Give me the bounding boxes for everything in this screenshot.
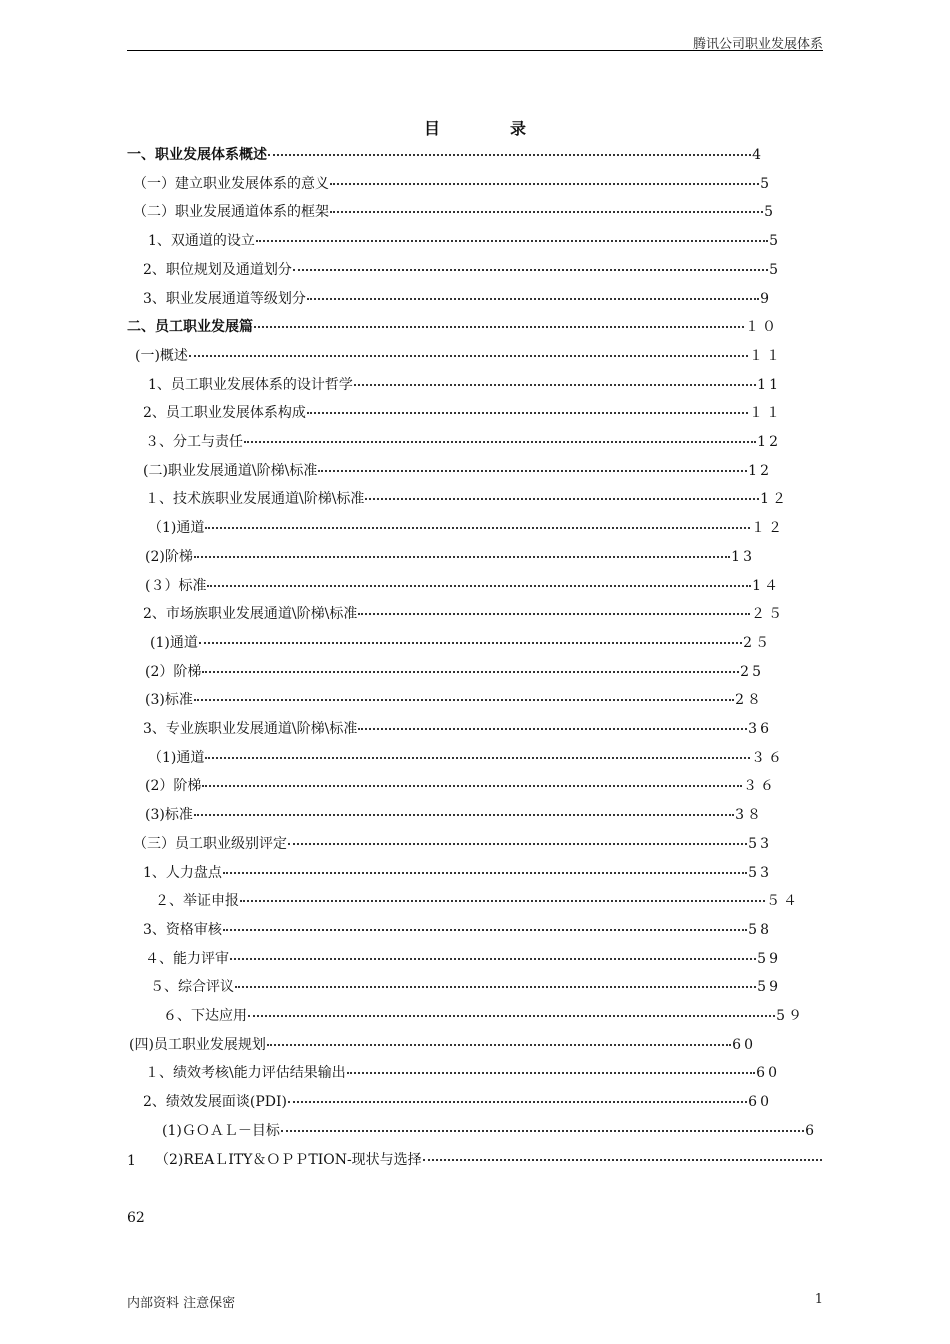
- toc-entry-text: 2、市场族职业发展通道\阶梯\标准: [143, 606, 358, 623]
- toc-dot-leader: [230, 958, 756, 960]
- toc-wrapped-page-number: 1: [127, 1153, 136, 1169]
- toc-entry-page: 2８: [735, 692, 764, 709]
- toc-entry-page: 25: [740, 663, 764, 680]
- toc-entry-page: ２５: [751, 606, 785, 623]
- toc-entry-text: １、绩效考核\能力评估结果输出: [145, 1065, 346, 1082]
- toc-entry-text: 2、职位规划及通道划分: [143, 261, 292, 278]
- toc-entry-text: (2)阶梯: [145, 548, 193, 565]
- toc-entry[interactable]: [145, 948, 781, 970]
- toc-entry[interactable]: [127, 144, 764, 166]
- toc-entry-page: 60: [732, 1036, 756, 1053]
- toc-entry-text: (2）阶梯: [145, 663, 202, 680]
- toc-dot-leader: [288, 843, 747, 845]
- toc-entry-text: 3、职业发展通道等级划分: [143, 290, 306, 307]
- toc-entry-text: (3)标准: [145, 692, 193, 709]
- toc-dot-leader: [330, 211, 763, 213]
- toc-dot-leader: [240, 900, 765, 902]
- toc-wrapped-page-number: 62: [127, 1210, 145, 1226]
- toc-dot-leader: [365, 498, 759, 500]
- toc-entry[interactable]: [143, 1091, 772, 1113]
- toc-dot-leader: [194, 814, 734, 816]
- toc-entry-text: (３）标准: [145, 577, 207, 594]
- toc-entry-page: 13: [731, 548, 755, 565]
- toc-entry[interactable]: [145, 575, 781, 597]
- toc-entry-text: （2)REAＬITY＆ＯＰＰTION-现状与选择: [155, 1151, 422, 1168]
- toc-entry[interactable]: [155, 890, 800, 912]
- toc-entry-page: 36: [748, 721, 772, 737]
- toc-entry-page: １１: [749, 347, 783, 364]
- toc-entry-page: 11: [757, 376, 781, 393]
- toc-entry-page: 12: [748, 462, 772, 479]
- toc-entry-page: 4: [752, 147, 764, 163]
- toc-entry-page: 5: [769, 233, 781, 250]
- toc-dot-leader: [267, 1044, 731, 1046]
- toc-entry-page: 5９: [776, 1008, 805, 1024]
- toc-entry-text: （一）建立职业发展体系的意义: [133, 175, 329, 192]
- toc-dot-leader: [244, 441, 756, 443]
- toc-dot-leader: [281, 1130, 804, 1132]
- toc-entry[interactable]: [145, 689, 764, 711]
- toc-entry-page: １２: [751, 520, 785, 537]
- toc-dot-leader: [288, 1101, 747, 1103]
- toc-entry-page: 53: [748, 835, 772, 852]
- toc-entry-page: 3８: [735, 807, 764, 824]
- toc-entry-page: 59: [757, 979, 781, 996]
- toc-entry-page: ３６: [751, 749, 785, 766]
- toc-entry-text: （二）职业发展通道体系的框架: [133, 204, 329, 221]
- toc-entry-page: 59: [757, 950, 781, 967]
- toc-entry[interactable]: [143, 919, 772, 941]
- toc-entry-text: 二、员工职业发展篇: [127, 319, 253, 336]
- toc-dot-leader: [202, 671, 739, 673]
- toc-entry[interactable]: [133, 201, 776, 223]
- toc-entry-page: １０: [745, 319, 779, 336]
- toc-dot-leader: [223, 929, 747, 931]
- toc-dot-leader: [194, 556, 730, 558]
- toc-entry-text: （三）员工职业级别评定: [133, 835, 287, 852]
- toc-entry-text: (3)标准: [145, 807, 193, 824]
- toc-entry[interactable]: [143, 288, 772, 310]
- toc-entry-text: (一)概述: [135, 347, 188, 364]
- toc-entry[interactable]: [145, 488, 789, 510]
- toc-entry-text: 2、员工职业发展体系构成: [143, 405, 306, 422]
- toc-entry[interactable]: [145, 804, 764, 826]
- toc-entry-text: (1)通道: [150, 634, 198, 651]
- toc-dot-leader: [235, 986, 756, 988]
- toc-dot-leader: [318, 470, 747, 472]
- toc-entry[interactable]: [148, 230, 781, 252]
- toc-entry-text: (2）阶梯: [145, 778, 202, 795]
- toc-dot-leader: [347, 1072, 755, 1074]
- toc-entry-page: 9: [760, 290, 772, 307]
- toc-entry[interactable]: [163, 1005, 805, 1027]
- header-title: 腾讯公司职业发展体系: [692, 37, 823, 52]
- toc-entry[interactable]: [145, 546, 755, 568]
- toc-entry[interactable]: [143, 259, 781, 281]
- toc-entry-text: (二)职业发展通道\阶梯\标准: [143, 462, 318, 479]
- toc-dot-leader: [268, 154, 751, 156]
- toc-entry-page: 6: [805, 1122, 817, 1139]
- toc-entry[interactable]: [127, 316, 779, 338]
- toc-entry[interactable]: [148, 374, 781, 396]
- toc-dot-leader: [248, 1015, 775, 1017]
- toc-entry-text: ６、下达应用: [163, 1008, 247, 1024]
- toc-dot-leader: [202, 785, 742, 787]
- toc-entry[interactable]: [145, 661, 764, 683]
- toc-entry[interactable]: [143, 862, 772, 884]
- toc-dot-leader: [205, 527, 750, 529]
- toc-entry-page: 60: [756, 1065, 780, 1082]
- toc-entry-page: 1４: [752, 577, 781, 594]
- toc-entry[interactable]: [155, 1149, 823, 1171]
- toc-entry[interactable]: [145, 775, 777, 797]
- toc-entry-page: 12: [757, 434, 781, 450]
- toc-entry[interactable]: [143, 460, 772, 482]
- toc-entry[interactable]: [150, 632, 772, 654]
- toc-entry-text: ３、分工与责任: [145, 434, 243, 450]
- toc-dot-leader: [199, 642, 742, 644]
- toc-entry-page: 5: [764, 204, 776, 221]
- toc-entry-text: 2、绩效发展面谈(PDI): [143, 1094, 288, 1111]
- toc-entry-text: 1、员工职业发展体系的设计哲学: [148, 376, 353, 393]
- toc-dot-leader: [307, 298, 759, 300]
- toc-dot-leader: [354, 384, 756, 386]
- toc-entry-page: 58: [748, 921, 772, 938]
- toc-entry-text: (1)ＧＯＡＬ－目标: [162, 1122, 280, 1139]
- toc-dot-leader: [205, 757, 750, 759]
- toc-entry-text: 1、双通道的设立: [148, 233, 255, 250]
- toc-dot-leader: [194, 699, 734, 701]
- toc-entry-text: ２、举证申报: [155, 893, 239, 910]
- toc-entry-text: ４、能力评审: [145, 950, 229, 967]
- toc-entry[interactable]: [133, 833, 772, 855]
- toc-entry-page: 5: [760, 175, 772, 192]
- toc-dot-leader: [358, 728, 747, 730]
- toc-entry[interactable]: [145, 431, 781, 453]
- toc-entry[interactable]: [143, 402, 783, 424]
- toc-entry-page: ３６: [743, 778, 777, 795]
- footer-confidential-note: 内部资料 注意保密: [127, 1296, 236, 1311]
- toc-entry[interactable]: [162, 1120, 817, 1142]
- toc-entry-text: （1)通道: [148, 749, 205, 766]
- toc-dot-leader: [423, 1159, 822, 1161]
- toc-entry[interactable]: [133, 173, 772, 195]
- toc-entry-text: 3、资格审核: [143, 921, 222, 938]
- toc-entry-text: (四)员工职业发展规划: [129, 1036, 266, 1053]
- toc-dot-leader: [254, 326, 744, 328]
- toc-dot-leader: [223, 872, 747, 874]
- toc-entry-page: 2５: [743, 634, 772, 651]
- toc-entry-text: （1)通道: [148, 520, 205, 537]
- toc-entry[interactable]: [148, 517, 785, 539]
- toc-dot-leader: [358, 613, 750, 615]
- toc-entry[interactable]: [143, 603, 785, 625]
- toc-entry-page: 60: [748, 1094, 772, 1111]
- toc-entry-text: １、技术族职业发展通道\阶梯\标准: [145, 491, 365, 508]
- toc-entry[interactable]: [148, 747, 785, 769]
- toc-entry-page: 53: [748, 864, 772, 881]
- toc-entry[interactable]: [129, 1034, 756, 1056]
- toc-title: 目录: [423, 119, 596, 138]
- toc-entry-page: 5: [769, 261, 781, 278]
- toc-dot-leader: [307, 412, 748, 414]
- footer-page-number: 1: [814, 1292, 823, 1307]
- toc-dot-leader: [256, 240, 768, 242]
- toc-dot-leader: [207, 585, 751, 587]
- toc-entry-text: 3、专业族职业发展通道\阶梯\标准: [143, 721, 358, 737]
- toc-dot-leader: [330, 183, 759, 185]
- toc-entry[interactable]: [135, 345, 783, 367]
- toc-dot-leader: [293, 269, 768, 271]
- toc-entry-text: 一、职业发展体系概述: [127, 147, 267, 163]
- toc-entry-page: 1２: [760, 491, 789, 508]
- toc-entry-page: ５４: [766, 893, 800, 910]
- toc-entry[interactable]: [143, 718, 772, 740]
- toc-entry-text: 1、人力盘点: [143, 864, 222, 881]
- toc-entry[interactable]: [145, 1062, 780, 1084]
- toc-dot-leader: [189, 355, 748, 357]
- toc-entry-text: ５、综合评议: [150, 979, 234, 996]
- toc-entry[interactable]: [150, 976, 781, 998]
- toc-entry-page: １１: [749, 405, 783, 422]
